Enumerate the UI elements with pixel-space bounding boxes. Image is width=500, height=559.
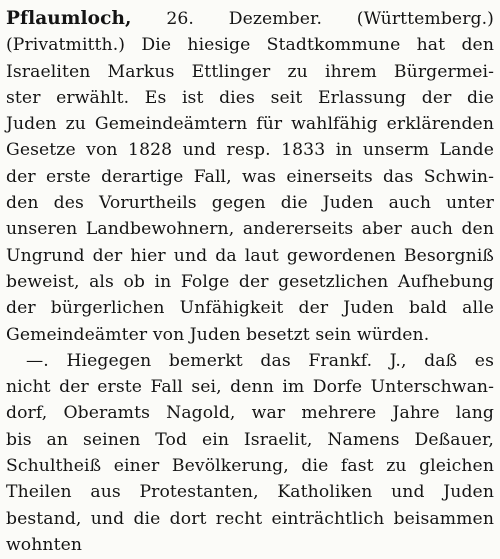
article-line: der bürgerlichen Unfähigkeit der Juden bald alle xyxy=(6,298,494,319)
article-line: Israeliten Markus Ettlinger zu ihrem Bürgermei- xyxy=(6,61,494,82)
article-line: Juden zu Gemeindeämtern für wahlfähig erklärenden xyxy=(6,114,494,135)
article-line: den des Vorurtheils gegen die Juden auch unter xyxy=(6,193,494,214)
article-line xyxy=(6,6,494,32)
article-line: Gemeindeämter von Juden besetzt sein würden. xyxy=(6,324,430,345)
article-line: Theilen aus Protestanten, Katholiken und Juden xyxy=(6,482,494,503)
article-line: Gesetze von 1828 und resp. 1833 in unserm Lande xyxy=(6,140,494,161)
article-line: (Privatmitth.) Die hiesige Stadtkommune hat den xyxy=(6,35,494,56)
article-line: dorf, Oberamts Nagold, war mehrere Jahre lang xyxy=(6,403,494,424)
dateline-place: Pflaumloch, xyxy=(6,8,132,29)
article-line: Schultheiß einer Bevölkerung, die fast zu gleichen xyxy=(6,456,494,477)
article-line: —. Hiegegen bemerkt das Frankf. J., daß es xyxy=(26,350,494,371)
article-line: bis an seinen Tod ein Israelit, Namens Deßauer, xyxy=(6,429,494,450)
article-line: ster erwählt. Es ist dies seit Erlassung der die xyxy=(6,87,494,108)
article-line: wohnten xyxy=(6,534,83,555)
dateline-date: 26. Dezember. (Württemberg.) xyxy=(166,9,494,29)
article-line: unseren Landbewohnern, andererseits aber auch den xyxy=(6,219,494,240)
article-line: beweist, als ob in Folge der gesetzlichen Aufhebung xyxy=(6,271,494,292)
article-line: Ungrund der hier und da laut gewordenen Besorgniß xyxy=(6,245,494,266)
article-line: der erste derartige Fall, was einerseits das Schwin- xyxy=(6,166,494,187)
news-article xyxy=(6,6,494,558)
article-line: nicht der erste Fall sei, denn im Dorfe Unterschwan- xyxy=(6,377,494,398)
article-line: bestand, und die dort recht einträchtlich beisammen xyxy=(6,508,494,529)
